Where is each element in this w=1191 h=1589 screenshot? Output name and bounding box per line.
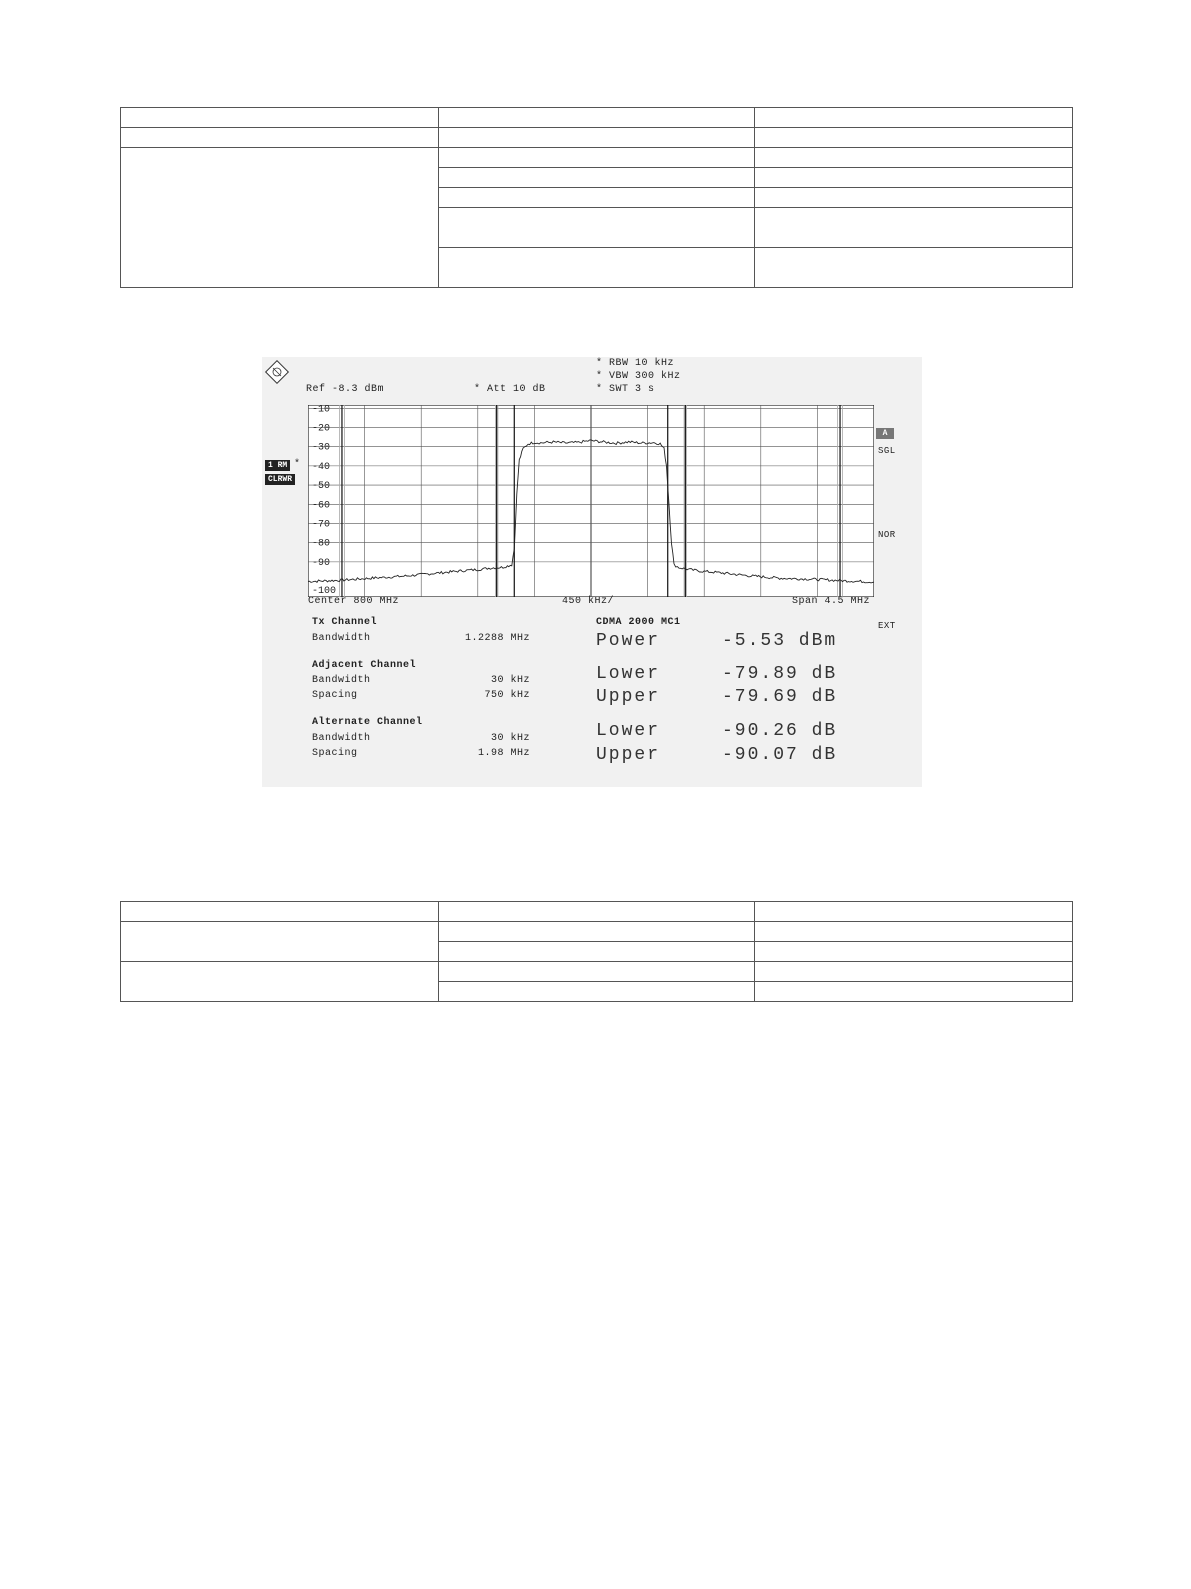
adjacent-bandwidth-label: Bandwidth: [312, 675, 371, 686]
alternate-bandwidth-value: 30 kHz: [490, 733, 530, 744]
y-tick-label: -40: [312, 461, 331, 473]
table-cell: [438, 208, 755, 248]
external-indicator: EXT: [878, 621, 896, 631]
y-tick-label: -70: [312, 519, 331, 531]
table-cell: [438, 922, 755, 942]
table-cell: [438, 248, 755, 288]
rbw-label: * RBW 10 kHz: [596, 358, 675, 369]
table-row: [121, 962, 1073, 982]
vbw-label: * VBW 300 kHz: [596, 371, 681, 382]
alternate-spacing-label: Spacing: [312, 748, 358, 759]
y-tick-label: -50: [312, 481, 331, 493]
adjacent-spacing-label: Spacing: [312, 690, 358, 701]
table-cell: [755, 982, 1073, 1002]
table-row: [121, 148, 1073, 168]
alternate-lower-value: -90.26 dB: [722, 721, 838, 741]
adjacent-spacing-value: 750 kHz: [484, 690, 530, 701]
power-value: -5.53 dBm: [722, 631, 838, 651]
table-cell-merged: [121, 148, 439, 288]
y-tick-label: -90: [312, 557, 331, 569]
ref-level-label: Ref -8.3 dBm: [306, 384, 385, 395]
specification-table-bottom: [120, 901, 1073, 1002]
clear-write-badge: CLRWR: [265, 474, 295, 485]
table-row: [121, 128, 1073, 148]
trace-a-badge: A: [876, 428, 894, 439]
normal-detector-indicator: NOR: [878, 530, 896, 540]
table-row: [121, 902, 1073, 922]
table-cell: [755, 208, 1073, 248]
table-cell: [755, 942, 1073, 962]
frequency-per-division-label: 450 kHz/: [562, 596, 615, 607]
table-cell: [755, 902, 1073, 922]
table-cell: [755, 188, 1073, 208]
spectrum-analyzer-screenshot: [262, 357, 922, 787]
tx-channel-heading: Tx Channel: [312, 617, 378, 628]
adjacent-channel-heading: Adjacent Channel: [312, 660, 417, 671]
table-cell: [755, 962, 1073, 982]
adjacent-upper-value: -79.69 dB: [722, 687, 838, 707]
table-cell: [438, 902, 755, 922]
single-sweep-indicator: SGL: [878, 446, 896, 456]
specification-table-top: [120, 107, 1073, 288]
table-cell: [755, 108, 1073, 128]
table-cell: [755, 248, 1073, 288]
table-cell: [438, 188, 755, 208]
trace-mode-star: *: [294, 459, 301, 470]
y-tick-label: -80: [312, 538, 331, 550]
spectrum-plot: [308, 405, 874, 597]
table-cell: [438, 148, 755, 168]
alternate-channel-heading: Alternate Channel: [312, 717, 423, 728]
sweep-time-label: * SWT 3 s: [596, 384, 655, 395]
table-cell: [438, 128, 755, 148]
table-cell: [438, 962, 755, 982]
table-cell: [121, 902, 439, 922]
span-label: Span 4.5 MHz: [792, 596, 871, 607]
table-cell: [121, 108, 439, 128]
table-cell: [755, 922, 1073, 942]
attenuation-label: * Att 10 dB: [474, 384, 546, 395]
table-cell: [438, 168, 755, 188]
table-cell-merged: [121, 922, 439, 962]
table-cell: [755, 148, 1073, 168]
tx-bandwidth-label: Bandwidth: [312, 633, 371, 644]
table-row: [121, 108, 1073, 128]
alternate-upper-value: -90.07 dB: [722, 745, 838, 765]
table-row: [121, 922, 1073, 942]
center-frequency-label: Center 800 MHz: [308, 596, 400, 607]
table-cell: [438, 982, 755, 1002]
adjacent-lower-value: -79.89 dB: [722, 664, 838, 684]
rohde-schwarz-logo-icon: [262, 357, 292, 387]
table-cell: [438, 942, 755, 962]
table-cell: [121, 128, 439, 148]
y-tick-label: -20: [312, 423, 331, 435]
adjacent-lower-label: Lower: [596, 664, 661, 684]
y-tick-label: -30: [312, 442, 331, 454]
power-label: Power: [596, 631, 661, 651]
measurement-standard-label: CDMA 2000 MC1: [596, 617, 681, 628]
alternate-bandwidth-label: Bandwidth: [312, 733, 371, 744]
table-cell: [755, 168, 1073, 188]
y-tick-label: -10: [312, 405, 331, 416]
adjacent-upper-label: Upper: [596, 687, 661, 707]
alternate-spacing-value: 1.98 MHz: [477, 748, 530, 759]
y-tick-label: -60: [312, 500, 331, 512]
adjacent-bandwidth-value: 30 kHz: [490, 675, 530, 686]
alternate-lower-label: Lower: [596, 721, 661, 741]
table-cell: [755, 128, 1073, 148]
tx-bandwidth-value: 1.2288 MHz: [464, 633, 530, 644]
alternate-upper-label: Upper: [596, 745, 661, 765]
trace-mode-badge: 1 RM: [265, 460, 290, 471]
table-cell-merged: [121, 962, 439, 1002]
y-tick-label-bottom: -100: [312, 586, 337, 597]
table-cell: [438, 108, 755, 128]
